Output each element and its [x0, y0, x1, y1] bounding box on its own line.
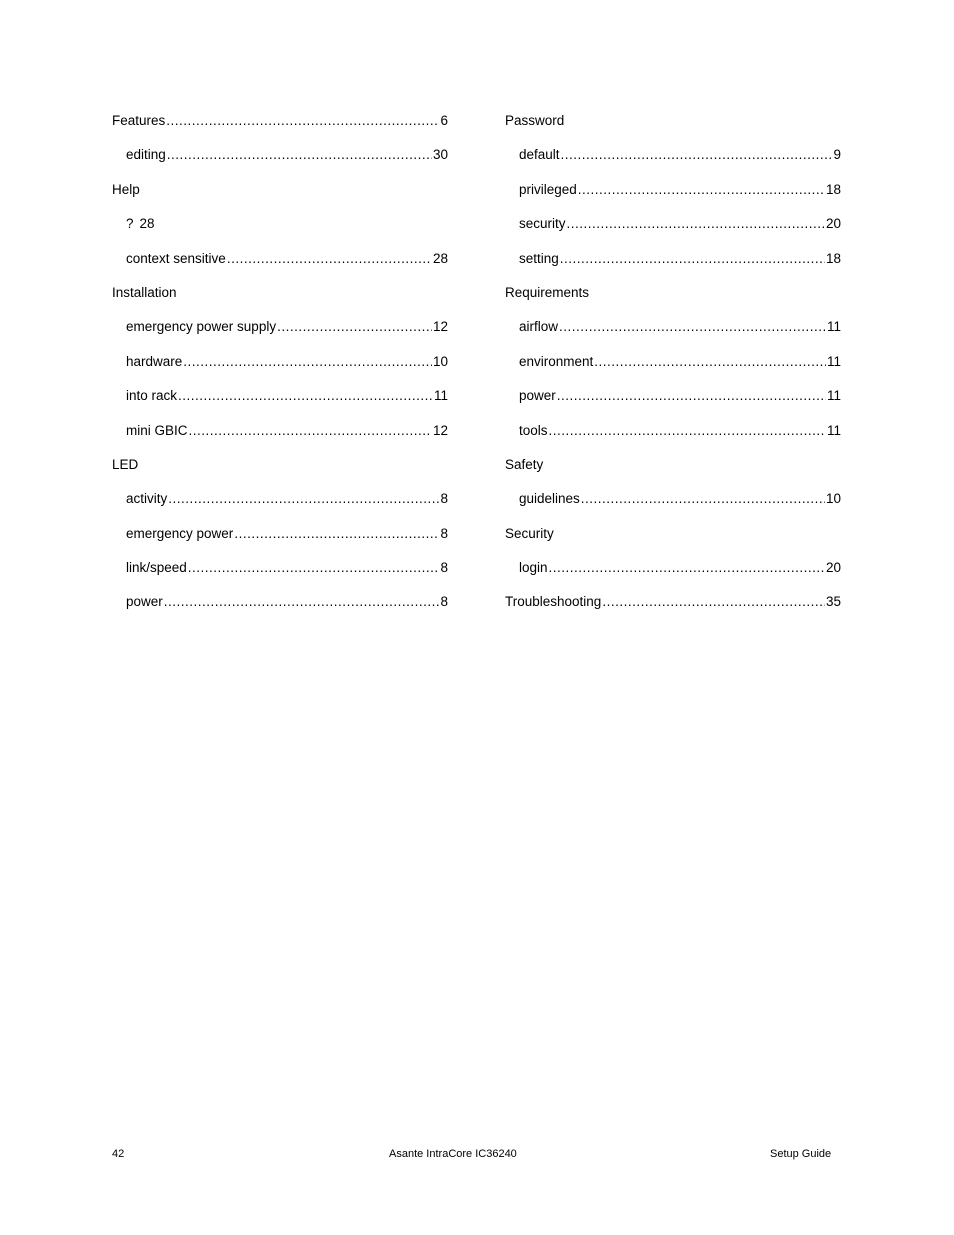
footer-guide-title: Setup Guide [770, 1148, 832, 1160]
index-subentry [112, 558, 448, 592]
index-term: link/speed [126, 560, 187, 576]
index-subentry [505, 249, 841, 283]
footer-product-name: Asante IntraCore IC36240 [389, 1148, 517, 1160]
index-page-number: 18 [825, 181, 841, 197]
index-subentry [112, 489, 448, 523]
index-subentry [112, 524, 448, 558]
index-page-number: 8 [440, 594, 448, 610]
dot-leader [168, 489, 439, 509]
index-term: Safety [505, 456, 544, 472]
index-term: guidelines [519, 491, 580, 507]
index-term: Installation [112, 284, 177, 300]
index-page-number: 11 [826, 353, 841, 369]
index-subentry [112, 249, 448, 283]
dot-leader [560, 249, 825, 269]
index-subentry [112, 145, 448, 179]
index-page-number: 11 [433, 388, 448, 404]
index-subentry [505, 421, 841, 455]
index-subentry [112, 386, 448, 420]
index-subentry [505, 214, 841, 248]
index-term: Requirements [505, 284, 590, 300]
dot-leader [557, 386, 826, 406]
index-page-number: 10 [825, 491, 841, 507]
index-term: security [519, 216, 566, 232]
index-term: Features [112, 113, 166, 128]
dot-leader [549, 421, 826, 441]
index-term: into rack [126, 388, 178, 404]
dot-leader [189, 421, 432, 441]
index-term: Password [505, 113, 565, 128]
index-term: hardware [126, 353, 183, 369]
index-subentry [112, 592, 448, 626]
index-subentry [112, 352, 448, 386]
footer-page-number: 42 [112, 1148, 125, 1160]
index-column-right [505, 111, 841, 627]
index-subentry [505, 386, 841, 420]
index-term: power [519, 388, 556, 404]
dot-leader [178, 386, 433, 406]
index-subentry [112, 317, 448, 351]
index-subentry [112, 214, 448, 248]
index-heading [112, 180, 448, 214]
index-page-number: 30 [432, 147, 448, 163]
index-heading [505, 524, 841, 558]
index-term: emergency power [126, 525, 234, 541]
index-page-number: 6 [440, 113, 448, 128]
dot-leader [602, 592, 825, 612]
index-page-number: 35 [825, 594, 841, 610]
dot-leader [166, 111, 439, 131]
dot-leader [277, 317, 432, 337]
dot-leader [234, 524, 439, 544]
index-subentry [505, 352, 841, 386]
dot-leader [581, 489, 825, 509]
index-page-number: 9 [833, 147, 841, 163]
index-heading [112, 111, 448, 145]
index-term: activity [126, 491, 168, 507]
index-page-number: 8 [440, 560, 448, 576]
index-term: editing [126, 147, 166, 163]
index-page-number: 20 [825, 216, 841, 232]
index-page-number: 11 [826, 319, 841, 335]
index-column-left [112, 111, 448, 627]
dot-leader [167, 145, 432, 165]
index-heading [112, 283, 448, 317]
index-page-number: 10 [432, 353, 448, 369]
index-heading [505, 111, 841, 145]
index-heading [505, 283, 841, 317]
dot-leader [559, 317, 826, 337]
index-term: mini GBIC [126, 422, 188, 438]
dot-leader [594, 352, 826, 372]
index-subentry [505, 317, 841, 351]
index-page-number: 18 [825, 250, 841, 266]
index-term: power [126, 594, 163, 610]
index-page-number: 8 [440, 491, 448, 507]
dot-leader [183, 352, 432, 372]
index-page-number: 20 [825, 560, 841, 576]
index-page-number: 12 [432, 422, 448, 438]
index-page-number: 11 [826, 388, 841, 404]
index-term: Security [505, 525, 554, 541]
index-page-number: 8 [440, 525, 448, 541]
index-term: Help [112, 181, 140, 197]
index-term: tools [519, 422, 548, 438]
index-page-number: 28 [432, 250, 448, 266]
index-term: airflow [519, 319, 559, 335]
index-subentry [112, 421, 448, 455]
index-term: environment [519, 353, 594, 369]
index-term: LED [112, 456, 139, 472]
dot-leader [164, 592, 440, 612]
index-term: login [519, 560, 548, 576]
index-heading [112, 455, 448, 489]
index-page-number: 12 [432, 319, 448, 335]
dot-leader [549, 558, 825, 578]
dot-leader [567, 214, 825, 234]
index-page-number: 28 [139, 216, 155, 232]
dot-leader [227, 249, 432, 269]
index-heading [505, 455, 841, 489]
index-term: default [519, 147, 560, 163]
index-subentry [505, 145, 841, 179]
dot-leader [188, 558, 440, 578]
index-term: setting [519, 250, 559, 266]
index-term: ? [126, 216, 134, 232]
dot-leader [561, 145, 833, 165]
index-term: emergency power supply [126, 319, 277, 335]
index-term: privileged [519, 181, 577, 197]
index-subentry [505, 489, 841, 523]
index-page-number: 11 [826, 422, 841, 438]
index-term: Troubleshooting [505, 594, 602, 610]
index-subentry [505, 558, 841, 592]
index-subentry [505, 180, 841, 214]
index-term: context sensitive [126, 250, 226, 266]
index-heading [505, 592, 841, 626]
dot-leader [578, 180, 825, 200]
